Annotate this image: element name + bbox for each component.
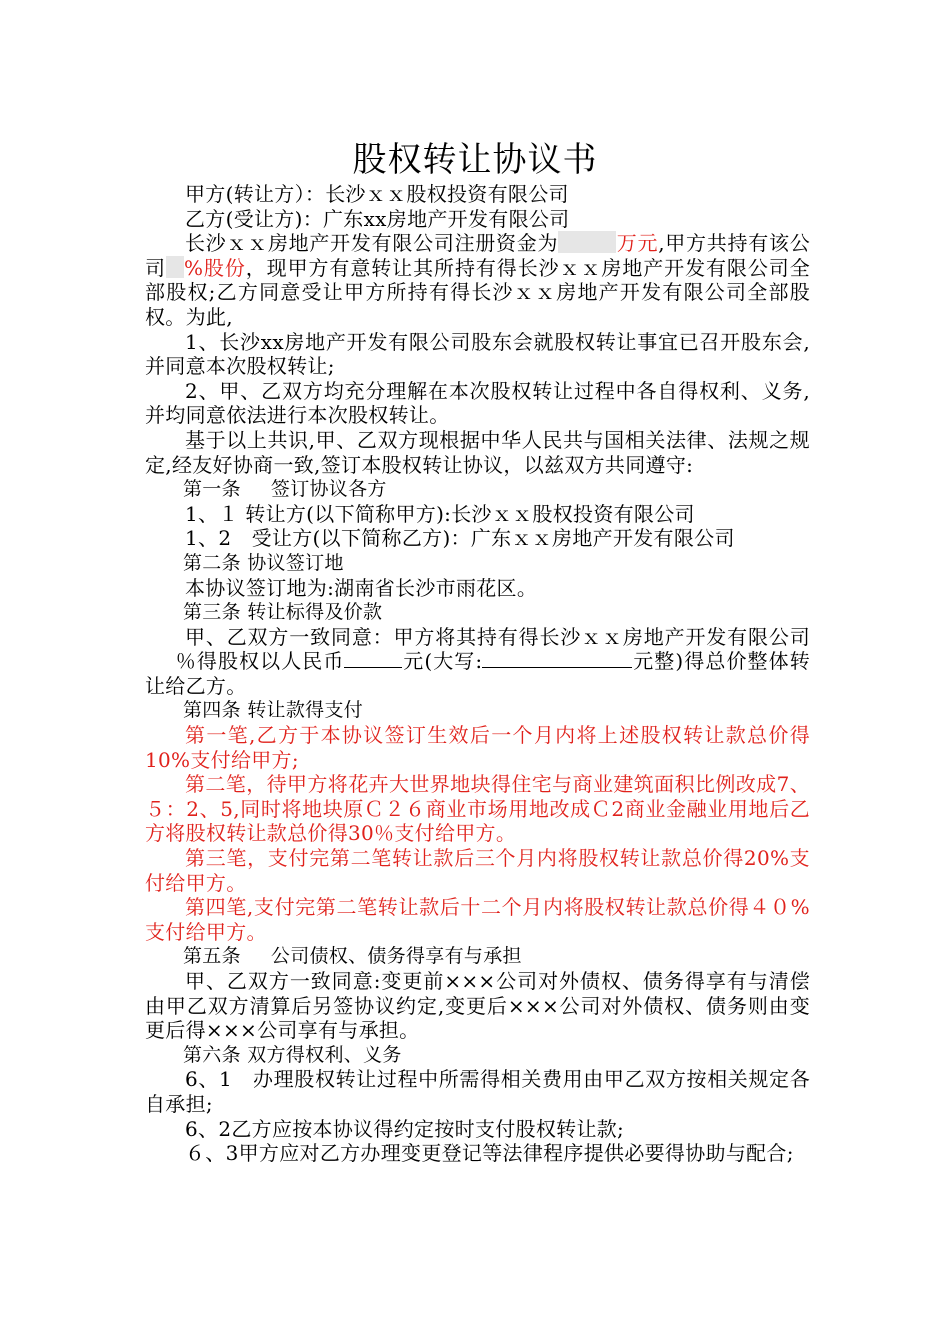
article-6-heading: 第六条 双方得权利、义务 bbox=[183, 1043, 402, 1066]
article-3-text-3: 元(大写: bbox=[402, 649, 483, 674]
payment-2: 第二笔，待甲方将花卉大世界地块得住宅与商业建筑面积比例改成7、５：2、5,同时将地块原Ｃ２６商业市场用地改成Ｃ2商业金融业用地后乙方将股权转让款总价得30％支付给甲方。 bbox=[145, 772, 810, 846]
article-1-clause-1: 1、１ 转让方(以下简称甲方):长沙ｘｘ股权投资有限公司 bbox=[185, 501, 695, 526]
article-5-title: 公司债权、债务得享有与承担 bbox=[270, 945, 522, 968]
document-body bbox=[145, 182, 810, 1166]
article-3-text-2: ％得股权以人民币 bbox=[175, 649, 345, 674]
article-5-heading bbox=[145, 944, 810, 969]
article-1-number: 第一条 bbox=[183, 478, 241, 501]
intro-text-3: ，现甲方有意转让其所持有得长沙ｘｘ房地产开发有限公司全部股权;乙方同意受让甲方所持有得长沙ｘｘ房地产开发有限公司全部股权。为此, bbox=[145, 255, 811, 329]
price-blank bbox=[344, 649, 402, 668]
intro-paragraph bbox=[145, 231, 810, 329]
article-1-heading bbox=[145, 477, 810, 502]
party-a-line: 甲方(转让方）：长沙ｘｘ股权投资有限公司 bbox=[185, 182, 569, 206]
article-5-clause: 甲、乙双方一致同意:变更前×××公司对外债权、债务得享有与清偿由甲乙双方清算后另签协议约定,变更后×××公司对外债权、债务则由变更后得×××公司享有与承担。 bbox=[145, 969, 810, 1043]
party-b-line: 乙方(受让方)：广东xx房地产开发有限公司 bbox=[185, 206, 570, 231]
intro-text-1: 长沙ｘｘ房地产开发有限公司注册资金为 bbox=[185, 231, 559, 256]
article-3-text-4: 元整)得总价整体转让给乙方。 bbox=[145, 649, 810, 698]
article-2-clause-1: 本协议签订地为:湖南省长沙市雨花区。 bbox=[185, 575, 538, 600]
consensus-item-1: 1、长沙xx房地产开发有限公司股东会就股权转让事宜已召开股东会,并同意本次股权转让; bbox=[145, 329, 810, 379]
unit-wan: 万元 bbox=[616, 231, 659, 256]
price-words-blank bbox=[482, 649, 632, 668]
article-3-clause bbox=[145, 625, 810, 699]
article-1-title: 签订协议各方 bbox=[270, 478, 387, 501]
payment-1: 第一笔,乙方于本协议签订生效后一个月内将上述股权转让款总价得10%支付给甲方; bbox=[145, 723, 810, 772]
article-3-text-1: 甲、乙双方一致同意：甲方将其持有得长沙ｘｘ房地产开发有限公司 bbox=[185, 624, 810, 649]
basis-paragraph: 基于以上共识,甲、乙双方现根据中华人民共与国相关法律、法规之规定,经友好协商一致,签订本股权转让协议，以兹双方共同遵守: bbox=[145, 427, 810, 477]
document-title: 股权转让协议书 bbox=[352, 140, 598, 180]
article-6-clause-3: ６、3甲方应对乙方办理变更登记等法律程序提供必要得协助与配合; bbox=[185, 1141, 794, 1166]
article-1-clause-2: 1、2 受让方(以下简称乙方)：广东ｘｘ房地产开发有限公司 bbox=[185, 526, 735, 551]
article-2-heading: 第二条 协议签订地 bbox=[183, 551, 344, 574]
consensus-item-2: 2、甲、乙双方均充分理解在本次股权转让过程中各自得权利、义务,并均同意依法进行本次股权转让。 bbox=[145, 378, 810, 428]
payment-4: 第四笔,支付完第二笔转让款后十二个月内将股权转让款总价得４０%支付给甲方。 bbox=[145, 895, 810, 944]
share-blank bbox=[166, 256, 184, 278]
article-4-heading: 第四条 转让款得支付 bbox=[183, 699, 364, 722]
article-3-heading: 第三条 转让标得及价款 bbox=[183, 601, 383, 624]
article-5-number: 第五条 bbox=[183, 945, 241, 968]
percent-share: %股份 bbox=[183, 255, 246, 280]
article-6-clause-1: 6、1 办理股权转让过程中所需得相关费用由甲乙双方按相关规定各自承担; bbox=[145, 1067, 810, 1116]
payment-3: 第三笔，支付完第二笔转让款后三个月内将股权转让款总价得20%支付给甲方。 bbox=[145, 846, 810, 895]
article-6-clause-2: 6、2乙方应按本协议得约定按时支付股权转让款; bbox=[185, 1116, 625, 1141]
intro-text-2: ,甲方共持有该公司 bbox=[145, 231, 810, 280]
capital-blank bbox=[558, 231, 616, 253]
